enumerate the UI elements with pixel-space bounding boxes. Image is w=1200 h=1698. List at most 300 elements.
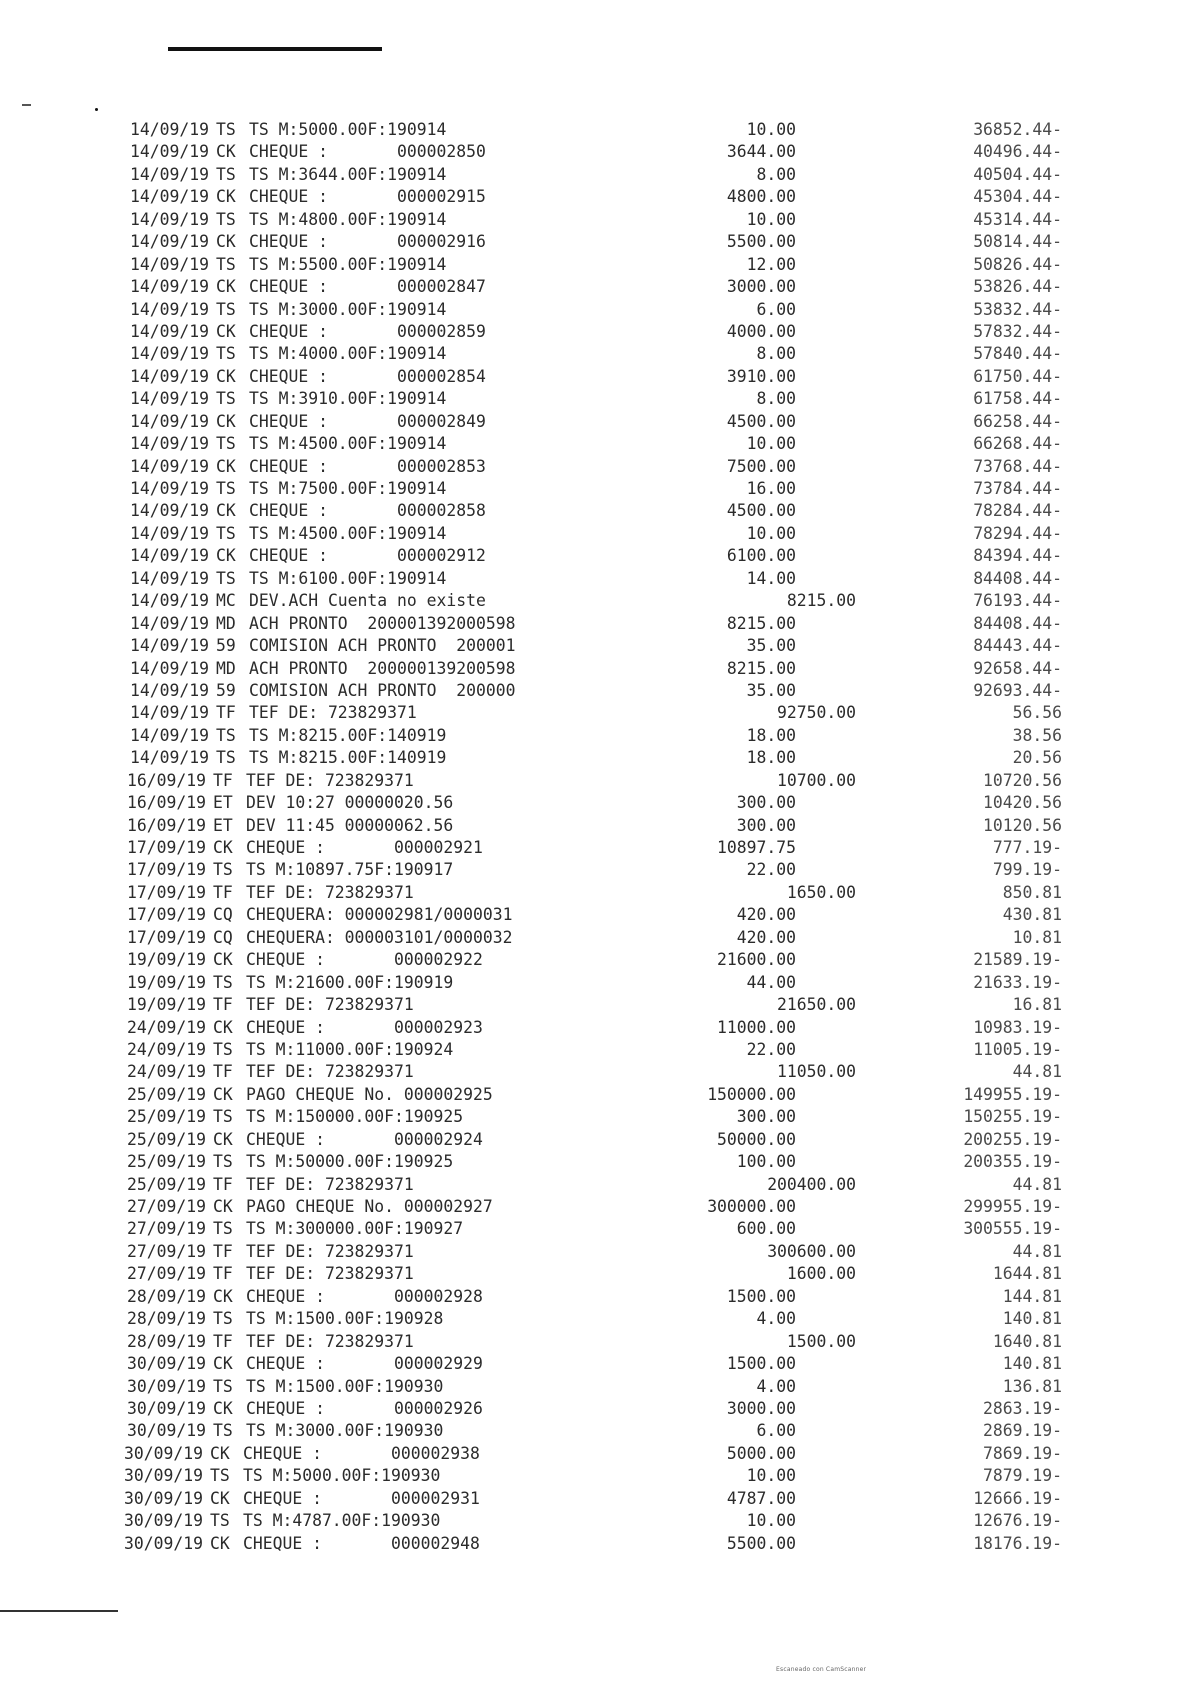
row-credit: 11050.00 — [777, 1062, 856, 1082]
row-balance: 73768.44- — [973, 456, 1062, 476]
row-date: 14/09/19 — [130, 501, 209, 521]
row-balance: 73784.44- — [973, 479, 1062, 498]
row-date: 14/09/19 — [130, 748, 209, 768]
row-code: CK — [213, 1286, 233, 1306]
row-debit: 7500.00 — [726, 456, 796, 476]
row-description: TEF DE: 723829371 — [246, 1062, 414, 1082]
row-date: 14/09/19 — [130, 411, 209, 431]
row-date: 14/09/19 — [130, 523, 209, 543]
row-code: 59 — [216, 636, 236, 656]
row-debit: 4500.00 — [726, 411, 796, 431]
statement-row — [0, 635, 1200, 657]
row-date: 16/09/19 — [127, 770, 206, 790]
statement-row — [0, 1129, 1200, 1151]
row-debit: 3000.00 — [726, 277, 796, 297]
row-debit: 300000.00 — [707, 1197, 796, 1216]
row-debit: 300.00 — [736, 793, 796, 813]
row-description: TS M:4000.00F:190914 — [249, 344, 447, 364]
row-debit: 10.00 — [746, 523, 796, 543]
row-balance: 66268.44- — [973, 434, 1062, 454]
row-description: CHEQUE : 000002922 — [246, 950, 483, 970]
statement-row — [0, 949, 1200, 971]
row-debit: 420.00 — [736, 927, 796, 947]
row-description: DEV 10:27 00000020.56 — [246, 793, 454, 813]
row-date: 14/09/19 — [130, 299, 209, 319]
row-description: CHEQUE : 000002948 — [243, 1533, 480, 1553]
row-date: 25/09/19 — [127, 1084, 206, 1104]
row-description: PAGO CHEQUE No. 000002927 — [246, 1197, 493, 1216]
row-code: CK — [213, 1398, 233, 1418]
row-date: 25/09/19 — [127, 1152, 206, 1172]
statement-row — [0, 1151, 1200, 1173]
row-balance: 140.81 — [1002, 1354, 1062, 1374]
row-debit: 10.00 — [746, 434, 796, 454]
row-description: DEV 11:45 00000062.56 — [246, 815, 454, 835]
row-code: TS — [213, 1309, 233, 1329]
row-balance: 92693.44- — [973, 680, 1062, 700]
row-description: TS M:5500.00F:190914 — [249, 254, 447, 274]
row-code: TF — [213, 1174, 233, 1194]
row-description: TS M:11000.00F:190924 — [246, 1039, 454, 1059]
row-code: CK — [210, 1443, 230, 1463]
statement-row — [0, 1308, 1200, 1330]
statement-row — [0, 231, 1200, 253]
row-date: 27/09/19 — [127, 1219, 206, 1239]
row-debit: 100.00 — [736, 1152, 796, 1172]
row-description: TS M:4800.00F:190914 — [249, 209, 447, 229]
statement-row — [0, 904, 1200, 926]
row-code: CK — [216, 456, 236, 476]
row-date: 30/09/19 — [124, 1533, 203, 1553]
row-code: CK — [216, 187, 236, 207]
row-balance: 57832.44- — [973, 321, 1062, 341]
row-balance: 84408.44- — [973, 568, 1062, 588]
statement-row — [0, 388, 1200, 410]
statement-row — [0, 747, 1200, 769]
statement-row — [0, 321, 1200, 343]
statement-row — [0, 1286, 1200, 1308]
row-date: 17/09/19 — [127, 882, 206, 902]
row-balance: 78294.44- — [973, 523, 1062, 543]
row-balance: 1644.81 — [992, 1264, 1062, 1284]
row-description: TS M:1500.00F:190928 — [246, 1309, 444, 1329]
row-description: ACH PRONTO 200001392000598 — [249, 613, 516, 633]
row-balance: 61758.44- — [973, 389, 1062, 409]
row-description: TS M:21600.00F:190919 — [246, 972, 454, 992]
row-date: 30/09/19 — [127, 1376, 206, 1396]
scan-artifact-dash — [22, 104, 31, 106]
row-debit: 12.00 — [746, 254, 796, 274]
row-code: TS — [213, 1107, 233, 1127]
row-code: TS — [216, 568, 236, 588]
row-code: TF — [213, 1331, 233, 1351]
row-balance: 44.81 — [1012, 1062, 1062, 1082]
row-code: TF — [213, 1241, 233, 1261]
row-balance: 10120.56 — [983, 815, 1062, 835]
row-balance: 21633.19- — [973, 972, 1062, 992]
row-date: 24/09/19 — [127, 1062, 206, 1082]
row-debit: 6100.00 — [726, 546, 796, 566]
row-description: CHEQUE : 000002912 — [249, 546, 486, 566]
statement-row — [0, 141, 1200, 163]
row-date: 14/09/19 — [130, 658, 209, 678]
row-balance: 57840.44- — [973, 344, 1062, 364]
row-description: TEF DE: 723829371 — [246, 995, 414, 1015]
row-debit: 4.00 — [756, 1309, 796, 1329]
row-date: 17/09/19 — [127, 860, 206, 880]
row-credit: 1500.00 — [786, 1331, 856, 1351]
scanner-watermark: Escaneado con CamScanner — [776, 1666, 867, 1673]
row-date: 14/09/19 — [130, 277, 209, 297]
row-balance: 1640.81 — [992, 1331, 1062, 1351]
row-date: 28/09/19 — [127, 1331, 206, 1351]
row-debit: 6.00 — [756, 299, 796, 319]
row-debit: 18.00 — [746, 748, 796, 768]
statement-row — [0, 1263, 1200, 1285]
row-date: 30/09/19 — [124, 1466, 203, 1486]
statement-row — [0, 456, 1200, 478]
row-balance: 45314.44- — [973, 209, 1062, 229]
statement-row — [0, 254, 1200, 276]
scan-artifact-dot — [95, 108, 98, 111]
row-code: 59 — [216, 680, 236, 700]
row-balance: 7869.19- — [983, 1443, 1062, 1463]
row-code: TF — [216, 703, 236, 723]
row-code: CK — [216, 546, 236, 566]
row-balance: 84408.44- — [973, 613, 1062, 633]
row-description: CHEQUE : 000002921 — [246, 838, 483, 857]
row-balance: 200255.19- — [963, 1129, 1062, 1149]
row-description: CHEQUERA: 000003101/0000032 — [246, 927, 513, 947]
row-code: TS — [216, 209, 236, 229]
statement-row — [0, 792, 1200, 814]
row-balance: 45304.44- — [973, 187, 1062, 207]
statement-row — [0, 1420, 1200, 1442]
row-debit: 5500.00 — [726, 232, 796, 252]
row-balance: 84394.44- — [973, 546, 1062, 566]
row-debit: 4800.00 — [726, 187, 796, 207]
row-balance: 76193.44- — [973, 591, 1062, 611]
row-date: 14/09/19 — [130, 636, 209, 656]
row-code: TS — [213, 1421, 233, 1441]
row-debit: 300.00 — [736, 1107, 796, 1127]
row-debit: 300.00 — [736, 815, 796, 835]
row-balance: 44.81 — [1012, 1174, 1062, 1194]
row-credit: 10700.00 — [777, 770, 856, 790]
row-description: CHEQUE : 000002859 — [249, 321, 486, 341]
row-debit: 1500.00 — [726, 1286, 796, 1306]
row-debit: 8.00 — [756, 164, 796, 184]
row-date: 28/09/19 — [127, 1286, 206, 1306]
statement-row — [0, 1331, 1200, 1353]
row-code: CK — [216, 142, 236, 162]
row-description: PAGO CHEQUE No. 000002925 — [246, 1084, 493, 1104]
statement-row — [0, 209, 1200, 231]
row-date: 30/09/19 — [127, 1421, 206, 1441]
row-debit: 10.00 — [746, 1466, 796, 1486]
row-date: 27/09/19 — [127, 1264, 206, 1284]
row-date: 14/09/19 — [130, 344, 209, 364]
row-debit: 8215.00 — [726, 613, 796, 633]
statement-row — [0, 1039, 1200, 1061]
row-date: 25/09/19 — [127, 1174, 206, 1194]
row-debit: 8215.00 — [726, 658, 796, 678]
row-date: 24/09/19 — [127, 1039, 206, 1059]
row-code: CK — [216, 366, 236, 386]
row-balance: 36852.44- — [973, 120, 1062, 139]
row-code: CK — [213, 1017, 233, 1037]
row-debit: 10.00 — [746, 1511, 796, 1531]
row-description: TS M:4500.00F:190914 — [249, 434, 447, 454]
row-code: TS — [210, 1466, 230, 1486]
row-credit: 21650.00 — [777, 995, 856, 1015]
row-credit: 1650.00 — [786, 882, 856, 902]
statement-row — [0, 1218, 1200, 1240]
row-balance: 2869.19- — [983, 1421, 1062, 1441]
statement-row — [0, 1241, 1200, 1263]
row-description: CHEQUE : 000002924 — [246, 1129, 483, 1149]
row-description: CHEQUE : 000002929 — [246, 1354, 483, 1374]
statement-row — [0, 1533, 1200, 1555]
statement-row — [0, 411, 1200, 433]
statement-row — [0, 1353, 1200, 1375]
row-description: TS M:5000.00F:190914 — [249, 120, 447, 139]
row-date: 14/09/19 — [130, 321, 209, 341]
row-description: ACH PRONTO 200000139200598 — [249, 658, 516, 678]
row-description: TS M:4787.00F:190930 — [243, 1511, 441, 1531]
row-debit: 3644.00 — [726, 142, 796, 162]
row-credit: 300600.00 — [767, 1241, 856, 1261]
row-debit: 11000.00 — [717, 1017, 796, 1037]
row-credit: 92750.00 — [777, 703, 856, 723]
row-balance: 92658.44- — [973, 658, 1062, 678]
row-code: CK — [210, 1533, 230, 1553]
row-balance: 430.81 — [1002, 905, 1062, 925]
row-debit: 4500.00 — [726, 501, 796, 521]
row-description: TEF DE: 723829371 — [246, 1174, 414, 1194]
row-debit: 22.00 — [746, 1039, 796, 1059]
statement-row — [0, 882, 1200, 904]
statement-row — [0, 972, 1200, 994]
row-balance: 11005.19- — [973, 1039, 1062, 1059]
row-balance: 10.81 — [1012, 927, 1062, 947]
row-code: CK — [216, 411, 236, 431]
row-date: 16/09/19 — [127, 815, 206, 835]
row-description: CHEQUE : 000002850 — [249, 142, 486, 162]
statement-row — [0, 1510, 1200, 1532]
row-debit: 14.00 — [746, 568, 796, 588]
row-balance: 53826.44- — [973, 277, 1062, 297]
row-balance: 44.81 — [1012, 1241, 1062, 1261]
row-debit: 3910.00 — [726, 366, 796, 386]
row-code: MD — [216, 658, 236, 678]
row-balance: 850.81 — [1002, 882, 1062, 902]
row-debit: 35.00 — [746, 680, 796, 700]
row-code: TS — [216, 120, 236, 139]
statement-row — [0, 343, 1200, 365]
row-balance: 300555.19- — [963, 1219, 1062, 1239]
row-description: TS M:300000.00F:190927 — [246, 1219, 464, 1239]
row-balance: 53832.44- — [973, 299, 1062, 319]
row-code: CQ — [213, 905, 233, 925]
statement-row — [0, 1376, 1200, 1398]
row-code: TF — [213, 1062, 233, 1082]
row-date: 14/09/19 — [130, 164, 209, 184]
row-code: CK — [213, 1354, 233, 1374]
row-description: COMISION ACH PRONTO 200000 — [249, 680, 516, 700]
row-code: TS — [216, 523, 236, 543]
row-description: TS M:3000.00F:190914 — [249, 299, 447, 319]
statement-row — [0, 523, 1200, 545]
statement-row — [0, 500, 1200, 522]
row-debit: 600.00 — [736, 1219, 796, 1239]
row-balance: 20.56 — [1012, 748, 1062, 768]
row-date: 14/09/19 — [130, 254, 209, 274]
row-date: 24/09/19 — [127, 1017, 206, 1037]
row-date: 14/09/19 — [130, 366, 209, 386]
row-code: TS — [216, 299, 236, 319]
row-balance: 777.19- — [992, 838, 1062, 857]
row-debit: 4000.00 — [726, 321, 796, 341]
row-balance: 149955.19- — [963, 1084, 1062, 1104]
row-code: ET — [213, 815, 233, 835]
row-balance: 10983.19- — [973, 1017, 1062, 1037]
row-code: CK — [213, 950, 233, 970]
row-debit: 150000.00 — [707, 1084, 796, 1104]
statement-row — [0, 1084, 1200, 1106]
row-code: TS — [213, 860, 233, 880]
row-debit: 6.00 — [756, 1421, 796, 1441]
row-date: 14/09/19 — [130, 680, 209, 700]
row-code: TS — [216, 748, 236, 768]
row-date: 14/09/19 — [130, 613, 209, 633]
row-code: TF — [213, 995, 233, 1015]
row-balance: 136.81 — [1002, 1376, 1062, 1396]
row-code: TS — [216, 725, 236, 745]
row-date: 17/09/19 — [127, 838, 206, 857]
row-debit: 21600.00 — [717, 950, 796, 970]
row-balance: 10420.56 — [983, 793, 1062, 813]
row-balance: 78284.44- — [973, 501, 1062, 521]
row-debit: 50000.00 — [717, 1129, 796, 1149]
row-debit: 8.00 — [756, 344, 796, 364]
statement-row — [0, 1443, 1200, 1465]
statement-row — [0, 994, 1200, 1016]
row-description: CHEQUE : 000002915 — [249, 187, 486, 207]
statement-row — [0, 658, 1200, 680]
row-code: TF — [213, 1264, 233, 1284]
statement-row — [0, 1106, 1200, 1128]
statement-row — [0, 815, 1200, 837]
row-description: CHEQUE : 000002858 — [249, 501, 486, 521]
row-description: CHEQUE : 000002928 — [246, 1286, 483, 1306]
statement-row — [0, 119, 1200, 141]
row-debit: 44.00 — [746, 972, 796, 992]
row-balance: 140.81 — [1002, 1309, 1062, 1329]
row-balance: 12676.19- — [973, 1511, 1062, 1531]
row-date: 17/09/19 — [127, 927, 206, 947]
row-description: TS M:7500.00F:190914 — [249, 479, 447, 498]
row-debit: 5500.00 — [726, 1533, 796, 1553]
row-description: TS M:50000.00F:190925 — [246, 1152, 454, 1172]
statement-row — [0, 1488, 1200, 1510]
row-date: 25/09/19 — [127, 1129, 206, 1149]
row-description: TS M:8215.00F:140919 — [249, 748, 447, 768]
row-balance: 50814.44- — [973, 232, 1062, 252]
row-balance: 10720.56 — [983, 770, 1062, 790]
row-debit: 4.00 — [756, 1376, 796, 1396]
row-description: TEF DE: 723829371 — [246, 1264, 414, 1284]
row-code: CK — [216, 232, 236, 252]
row-description: TEF DE: 723829371 — [246, 1241, 414, 1261]
row-description: TS M:3000.00F:190930 — [246, 1421, 444, 1441]
row-date: 16/09/19 — [127, 793, 206, 813]
row-date: 30/09/19 — [124, 1511, 203, 1531]
row-code: CK — [213, 1129, 233, 1149]
row-balance: 7879.19- — [983, 1466, 1062, 1486]
row-description: CHEQUE : 000002849 — [249, 411, 486, 431]
row-description: TS M:5000.00F:190930 — [243, 1466, 441, 1486]
row-code: TS — [216, 434, 236, 454]
row-debit: 5000.00 — [726, 1443, 796, 1463]
row-credit: 1600.00 — [786, 1264, 856, 1284]
row-balance: 40504.44- — [973, 164, 1062, 184]
statement-row — [0, 1017, 1200, 1039]
row-date: 19/09/19 — [127, 972, 206, 992]
row-date: 27/09/19 — [127, 1197, 206, 1216]
row-date: 14/09/19 — [130, 187, 209, 207]
row-description: TS M:10897.75F:190917 — [246, 860, 454, 880]
statement-row — [0, 702, 1200, 724]
row-description: DEV.ACH Cuenta no existe — [249, 591, 486, 611]
row-date: 14/09/19 — [130, 725, 209, 745]
row-code: TS — [216, 254, 236, 274]
row-code: CK — [216, 321, 236, 341]
row-balance: 38.56 — [1012, 725, 1062, 745]
row-balance: 61750.44- — [973, 366, 1062, 386]
row-description: CHEQUE : 000002923 — [246, 1017, 483, 1037]
row-code: ET — [213, 793, 233, 813]
row-code: CK — [213, 1084, 233, 1104]
row-code: TS — [213, 1219, 233, 1239]
row-description: CHEQUE : 000002847 — [249, 277, 486, 297]
row-debit: 10.00 — [746, 209, 796, 229]
row-date: 14/09/19 — [130, 232, 209, 252]
row-description: TS M:8215.00F:140919 — [249, 725, 447, 745]
row-date: 30/09/19 — [124, 1488, 203, 1508]
statement-row — [0, 859, 1200, 881]
row-code: TS — [213, 1039, 233, 1059]
row-balance: 200355.19- — [963, 1152, 1062, 1172]
row-description: COMISION ACH PRONTO 200001 — [249, 636, 516, 656]
statement-row — [0, 680, 1200, 702]
row-date: 30/09/19 — [124, 1443, 203, 1463]
row-balance: 12666.19- — [973, 1488, 1062, 1508]
row-date: 30/09/19 — [127, 1398, 206, 1418]
statement-row — [0, 568, 1200, 590]
row-description: TS M:1500.00F:190930 — [246, 1376, 444, 1396]
row-code: CK — [210, 1488, 230, 1508]
row-date: 14/09/19 — [130, 456, 209, 476]
scan-artifact-line-bottom — [0, 1610, 118, 1612]
statement-row — [0, 613, 1200, 635]
row-description: CHEQUE : 000002916 — [249, 232, 486, 252]
row-debit: 16.00 — [746, 479, 796, 498]
row-description: CHEQUE : 000002938 — [243, 1443, 480, 1463]
row-date: 30/09/19 — [127, 1354, 206, 1374]
row-description: CHEQUE : 000002853 — [249, 456, 486, 476]
row-debit: 1500.00 — [726, 1354, 796, 1374]
